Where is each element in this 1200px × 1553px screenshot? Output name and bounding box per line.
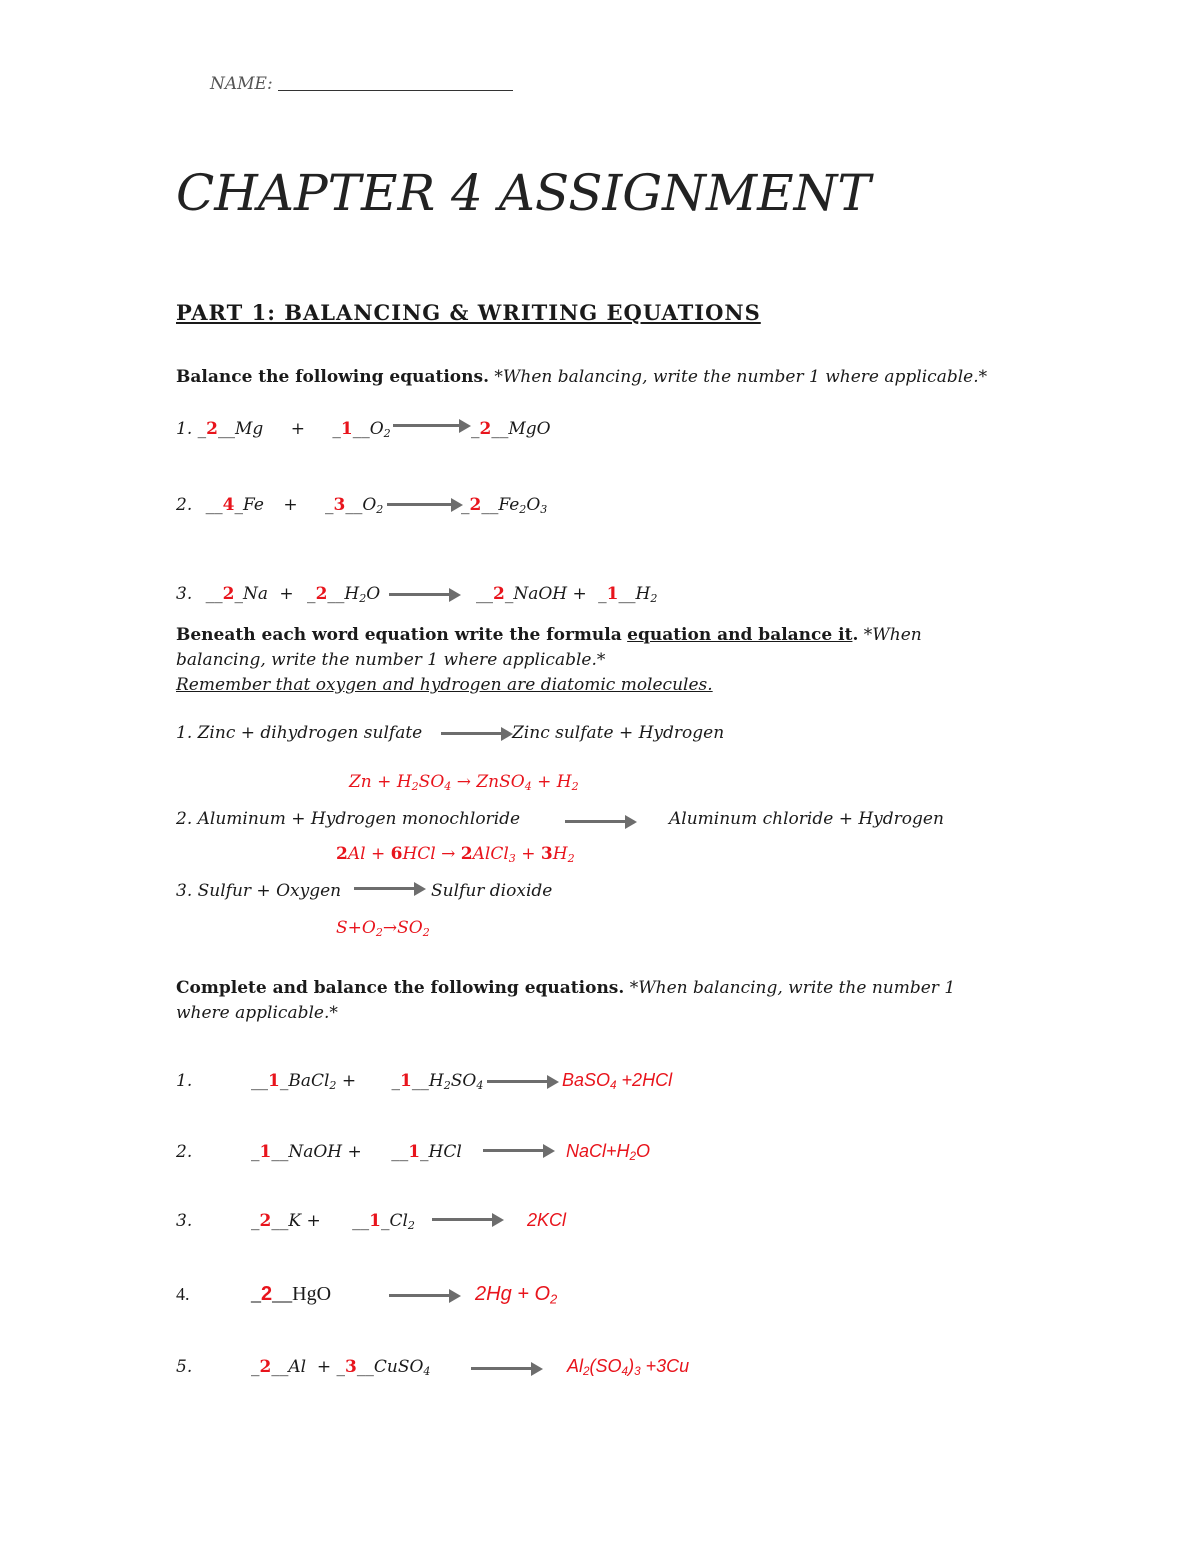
reactant: Fe (242, 495, 264, 515)
instruction-bold-underline: equation and balance it (627, 625, 853, 645)
word-equation-1-right: Zinc sulfate + Hydrogen (512, 723, 725, 743)
coefficient-answer: 2 (222, 584, 235, 604)
coefficient-answer: 2 (259, 1357, 272, 1377)
reaction-arrow (393, 419, 471, 433)
coefficient-answer: 1 (408, 1142, 421, 1162)
reaction-arrow (432, 1213, 504, 1227)
subscript: 2 (383, 426, 391, 440)
name-label: NAME: (210, 74, 273, 94)
product: O (526, 495, 541, 515)
instruction-bold: Beneath each word equation write the formula (176, 625, 622, 645)
s3-eq3-answer: 2KCl (527, 1210, 567, 1230)
coefficient-answer: 1 (400, 1071, 412, 1091)
section2-instruction-line1: Beneath each word equation write the formula equation and balance it. *When (176, 625, 922, 645)
reactant: Na (242, 584, 268, 604)
reaction-arrow (471, 1362, 543, 1376)
reaction-arrow (487, 1075, 559, 1089)
s3-eq2-number: 2. (176, 1142, 193, 1162)
reaction-arrow (389, 1289, 461, 1303)
formula-answer-1: $Zn + H_2SO_4$ → ZnSO$_4$ + $H_2$ (349, 772, 579, 793)
coefficient-answer: 1 (606, 584, 619, 604)
page-title: CHAPTER 4 ASSIGNMENT (176, 164, 871, 222)
product: H (635, 584, 651, 604)
coefficient-answer: 2 (469, 495, 482, 515)
eq-number: 3. (176, 584, 193, 604)
s3-equation-1: __1_BaCl$_2$ + $\_1\_\_H_2SO_4$ (251, 1071, 484, 1092)
s3-equation-4: _2__HgO (251, 1283, 332, 1305)
eq-number: 2. (176, 495, 193, 515)
reaction-arrow (389, 588, 461, 602)
reactant: O (369, 419, 384, 439)
section1-instruction (176, 367, 987, 387)
s3-eq5-answer: $Al_2(SO_4)_3 +3Cu$ (567, 1356, 690, 1378)
plus-sign: + (279, 584, 294, 604)
name-blank-line (278, 90, 513, 91)
instruction-bold: Complete and balance the following equations. (176, 978, 625, 998)
subscript: 2 (376, 502, 384, 516)
instruction-italic: *When balancing, write the number 1 (629, 978, 956, 998)
plus-sign: + (290, 419, 305, 439)
subscript: 2 (359, 591, 367, 605)
word-equation-1-left: 1. Zinc + dihydrogen sulfate (176, 723, 423, 743)
name-field (210, 74, 513, 94)
instruction-italic: balancing, write the number 1 where applicable.* (176, 650, 606, 670)
reactant: H (344, 584, 360, 604)
word-equation-2-right: Aluminum chloride + Hydrogen (669, 809, 944, 829)
s1-eq1-product: _2__MgO (471, 419, 551, 439)
s3-eq4-number: 4. (176, 1284, 190, 1304)
s3-eq5-number: 5. (176, 1357, 193, 1377)
subscript: 2 (650, 591, 658, 605)
coefficient-answer: 2 (479, 419, 492, 439)
coefficient-answer: 1 (340, 419, 353, 439)
coefficient-answer: 1 (268, 1071, 280, 1091)
reaction-arrow (354, 882, 426, 896)
product: NaOH + (513, 584, 587, 604)
reaction-arrow (483, 1144, 555, 1158)
s3-equation-3: _2__K + $\_\_1\_Cl_2$ (251, 1211, 415, 1232)
coefficient-answer: 2 (261, 1283, 273, 1305)
s3-eq3-number: 3. (176, 1211, 193, 1231)
s1-eq3-product: __2_NaOH + $\_1\_\_H_2$ (476, 584, 658, 605)
subscript: 3 (540, 502, 548, 516)
part1-heading: PART 1: BALANCING & WRITING EQUATIONS (176, 300, 761, 325)
product: MgO (508, 419, 551, 439)
reaction-arrow (387, 498, 463, 512)
reactant: O (366, 584, 381, 604)
section1-instruction-italic: *When balancing, write the number 1 where applicable.* (494, 367, 988, 387)
word-equation-2-left: 2. Aluminum + Hydrogen monochloride (176, 809, 521, 829)
instruction-diatomic-note: Remember that oxygen and hydrogen are diatomic molecules. (176, 675, 713, 695)
reaction-arrow (565, 815, 637, 829)
coefficient-answer: 2 (493, 584, 505, 604)
plus-sign: + (283, 495, 298, 515)
subscript: 2 (519, 502, 527, 516)
reaction-arrow (441, 727, 513, 741)
eq-number: 1. (176, 419, 193, 439)
section3-instruction (176, 976, 955, 1026)
coefficient-answer: 4 (222, 495, 235, 515)
word-equation-3-right: Sulfur dioxide (431, 881, 553, 901)
word-equation-3-left: 3. Sulfur + Oxygen (176, 881, 342, 901)
s1-equation-2: 2. __4_Fe + $\_3\_\_O_2$ (176, 495, 384, 516)
coefficient-answer: 2 (259, 1211, 272, 1231)
s1-equation-1: 1. _2__Mg + $\_1\_\_O_2$ (176, 419, 391, 440)
reactant: Mg (234, 419, 264, 439)
s1-equation-3: 3. __2_Na + $\_2\_\_H_2O$ (176, 584, 381, 605)
section1-instruction-bold: Balance the following equations. (176, 367, 489, 387)
formula-answer-3: $S+O_2\to SO_2$ (336, 918, 430, 939)
coefficient-answer: 3 (345, 1357, 357, 1377)
coefficient-answer: 2 (206, 419, 218, 439)
instruction-italic: *When (863, 625, 922, 645)
coefficient-answer: 1 (259, 1142, 272, 1162)
s3-equation-2: _1__NaOH + __1_HCl (251, 1142, 462, 1162)
s3-eq1-number: 1. (176, 1071, 193, 1091)
s3-eq1-answer: BaSO$_4$ +2HCl (562, 1070, 673, 1092)
formula-answer-2: 2Al + 6HCl → 2AlCl$_3$ + $3H_2$ (336, 844, 575, 865)
reactant: O (362, 495, 377, 515)
product: Fe (498, 495, 520, 515)
section2-instruction (176, 623, 922, 698)
coefficient-answer: 3 (333, 495, 346, 515)
instruction-italic: where applicable.* (176, 1003, 338, 1023)
s3-equation-5: _2__Al + _3__CuSO$_4$ (251, 1357, 431, 1378)
s3-eq2-answer: $NaCl+H_2O$ (566, 1141, 651, 1163)
coefficient-answer: 2 (315, 584, 328, 604)
s3-eq4-answer: $2Hg + O_2$ (475, 1283, 558, 1307)
coefficient-answer: 1 (369, 1211, 381, 1231)
s1-eq2-product: $\_2\_\_Fe_2O_3$ (461, 495, 548, 516)
